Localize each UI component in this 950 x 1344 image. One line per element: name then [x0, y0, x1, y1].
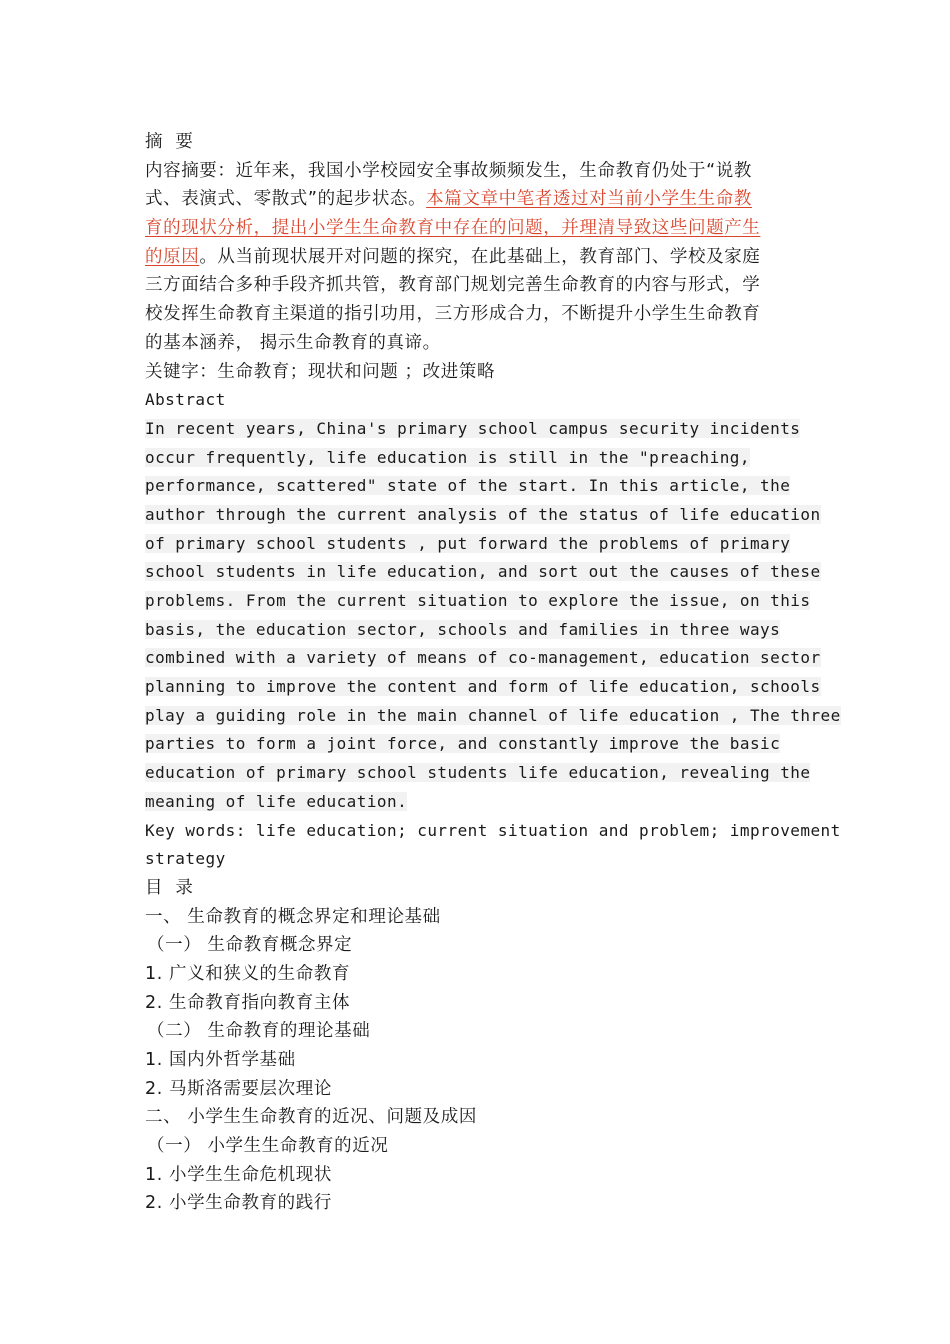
toc-entry: 2. 小学生命教育的践行 — [145, 1193, 332, 1214]
toc-entry: 1. 小学生生命危机现状 — [145, 1164, 332, 1185]
en-abstract-line: author through the current analysis of the status of life education — [145, 504, 821, 524]
en-abstract-line: meaning of life education. — [145, 791, 408, 811]
cn-abstract-line: 式、表演式、零散式”的起步状态。本篇文章中笔者透过对当前小学生生命教 — [145, 189, 752, 210]
cn-abstract-line: 三方面结合多种手段齐抓共管，教育部门规划完善生命教育的内容与形式，学 — [145, 275, 761, 296]
en-abstract-heading: Abstract — [145, 390, 226, 410]
toc-entry: 1. 国内外哲学基础 — [145, 1050, 296, 1070]
toc-entry: 一、 生命教育的概念界定和理论基础 — [145, 906, 441, 927]
highlighted-sentence: 的原因 — [145, 246, 200, 267]
toc-entry: 二、 小学生生命教育的近况、问题及成因 — [145, 1107, 477, 1128]
highlighted-sentence: 育的现状分析，提出小学生生命教育中存在的问题，并理清导致这些问题产生 — [145, 218, 761, 239]
en-abstract-line: school students in life education, and sort out the causes of these — [145, 562, 821, 582]
highlighted-sentence: 本篇文章中笔者透过对当前小学生生命教 — [426, 189, 752, 210]
en-keywords: strategy — [145, 849, 226, 869]
en-keywords: Key words: life education; current situation and problem; improvement — [145, 820, 841, 840]
document-page — [145, 128, 841, 1218]
abstract-heading: 摘 要 — [145, 132, 194, 152]
en-abstract-line: parties to form a joint force, and constantly improve the basic — [145, 734, 781, 754]
toc-entry: 2. 生命教育指向教育主体 — [145, 992, 351, 1013]
en-abstract-line: play a guiding role in the main channel of life education , The three — [145, 705, 841, 725]
cn-keywords: 关键字：生命教育；现状和问题 ；改进策略 — [145, 361, 496, 382]
toc-entry: （一） 生命教育概念界定 — [147, 935, 353, 956]
cn-abstract-line — [145, 214, 810, 243]
toc-entry: 2. 马斯洛需要层次理论 — [145, 1078, 332, 1099]
en-abstract-line: basis, the education sector, schools and families in three ways — [145, 619, 781, 639]
cn-abstract-line: 校发挥生命教育主渠道的指引功用，三方形成合力，不断提升小学生生命教育 — [145, 304, 761, 325]
cn-abstract-line: 的原因。从当前现状展开对问题的探究，在此基础上，教育部门、学校及家庭 — [145, 246, 761, 267]
cn-abstract-line: 内容摘要：近年来，我国小学校园安全事故频频发生，生命教育仍处于“说教 — [145, 160, 752, 181]
en-abstract-line: of primary school students , put forward the problems of primary — [145, 533, 791, 553]
toc-entry: 1. 广义和狭义的生命教育 — [145, 963, 351, 984]
en-abstract-line: planning to improve the content and form of life education, schools — [145, 677, 821, 697]
en-abstract-line: In recent years, China's primary school campus security incidents — [145, 418, 801, 438]
en-abstract-line: problems. From the current situation to explore the issue, on this — [145, 591, 811, 610]
toc-entry: （一） 小学生生命教育的近况 — [147, 1136, 389, 1157]
en-abstract-line: performance, scattered" state of the start. In this article, the — [145, 476, 791, 496]
cn-abstract-line: 的基本涵养， 揭示生命教育的真谛。 — [145, 332, 441, 353]
en-abstract-line: occur frequently, life education is still in the "preaching, — [145, 447, 750, 467]
toc-heading: 目 录 — [145, 877, 194, 898]
toc-entry: （二） 生命教育的理论基础 — [147, 1021, 371, 1042]
en-abstract-line: combined with a variety of means of co-management, education sector — [145, 648, 821, 668]
en-abstract-line: education of primary school students life education, revealing the — [145, 763, 811, 783]
